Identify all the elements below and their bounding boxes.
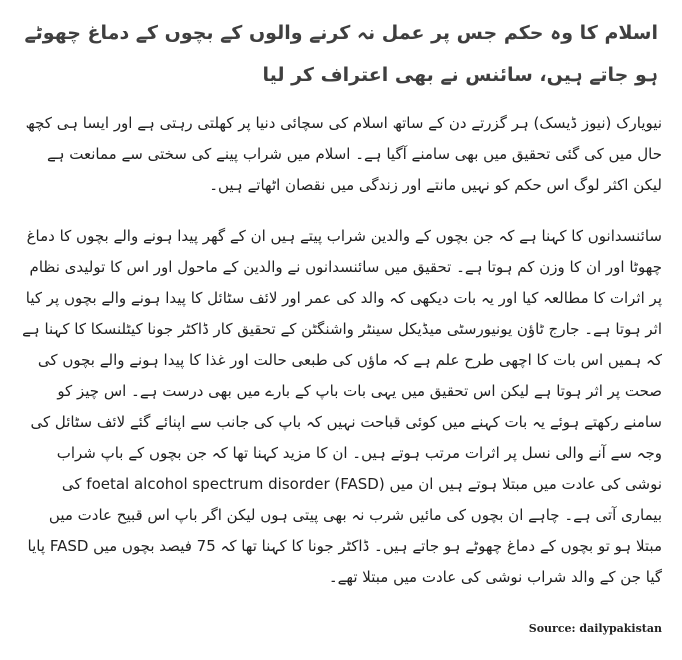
- source-credit: Source: dailypakistan: [528, 622, 662, 635]
- article-paragraph-intro: نیویارک (نیوز ڈیسک) ہر گزرتے دن کے ساتھ اسلام کی سچائی دنیا پر کھلتی رہتی ہے اور ایسا ہی کچھ حال میں کی گئی تحقیق میں بھی سامنے آگیا ہے۔ اسلام میں شراب پینے کی سختی سے ممانعت ہے لیکن اکثر لوگ اس حکم کو نہیں مانتے اور زندگی میں نقصان اٹھاتے ہیں۔: [25, 114, 662, 194]
- article-title: اسلام کا وہ حکم جس پر عمل نہ کرنے والوں کے بچوں کے دماغ چھوٹے ہو جاتے ہیں، سائنس نے بھی اعتراف کر لیا: [24, 22, 658, 86]
- article-paragraph-body: سائنسدانوں کا کہنا ہے کہ جن بچوں کے والدین شراب پیتے ہیں ان کے گھر پیدا ہونے والے بچوں کا دماغ چھوٹا اور ان کا وزن کم ہوتا ہے۔ تحقیق میں سائنسدانوں نے والدین کے ماحول اور اس کا تولیدی نظام پر اثرات کا مطالعہ کیا اور یہ بات دیکھی کہ والد کی عمر اور لائف سٹائل کا پیدا ہونے والے بچوں پر کیا اثر ہوتا ہے۔ جارج ٹاؤن یونیورسٹی میڈیکل سینٹر واشنگٹن کے تحقیق کار ڈاکٹر جونا کیٹلنسکا کا کہنا ہے کہ ہمیں اس بات کا اچھی طرح علم ہے کہ ماؤں کی طبعی حالت اور غذا کا پیدا ہونے والے بچوں کی صحت پر اثر ہوتا ہے لیکن اس تحقیق میں یہی بات باپ کے بارے میں بھی درست ہے۔ اس چیز کو سامنے رکھتے ہوئے یہ بات کہنے میں کوئی قباحت نہیں کہ باپ کی جانب سے اپنائے گئے لائف سٹائل کی وجہ سے آنے والی نسل پر اثرات مرتب ہوتے ہیں۔ ان کا مزید کہنا تھا کہ جن بچوں کے باپ شراب نوشی کی عادت میں مبتلا ہوتے ہیں ان میں foetal alcohol spectrum disorder (FASD) کی بیماری آتی ہے۔ چاہے ان بچوں کی مائیں شرب نہ بھی پیتی ہوں لیکن اگر باپ اس قبیح عادت میں مبتلا ہو تو بچوں کے دماغ چھوٹے ہو جاتے ہیں۔ ڈاکٹر جونا کا کہنا تھا کہ 75 فیصد بچوں میں FASD پایا گیا جن کے والد شراب نوشی کی عادت میں مبتلا تھے۔: [22, 227, 662, 586]
- news-article: [22, 12, 662, 593]
